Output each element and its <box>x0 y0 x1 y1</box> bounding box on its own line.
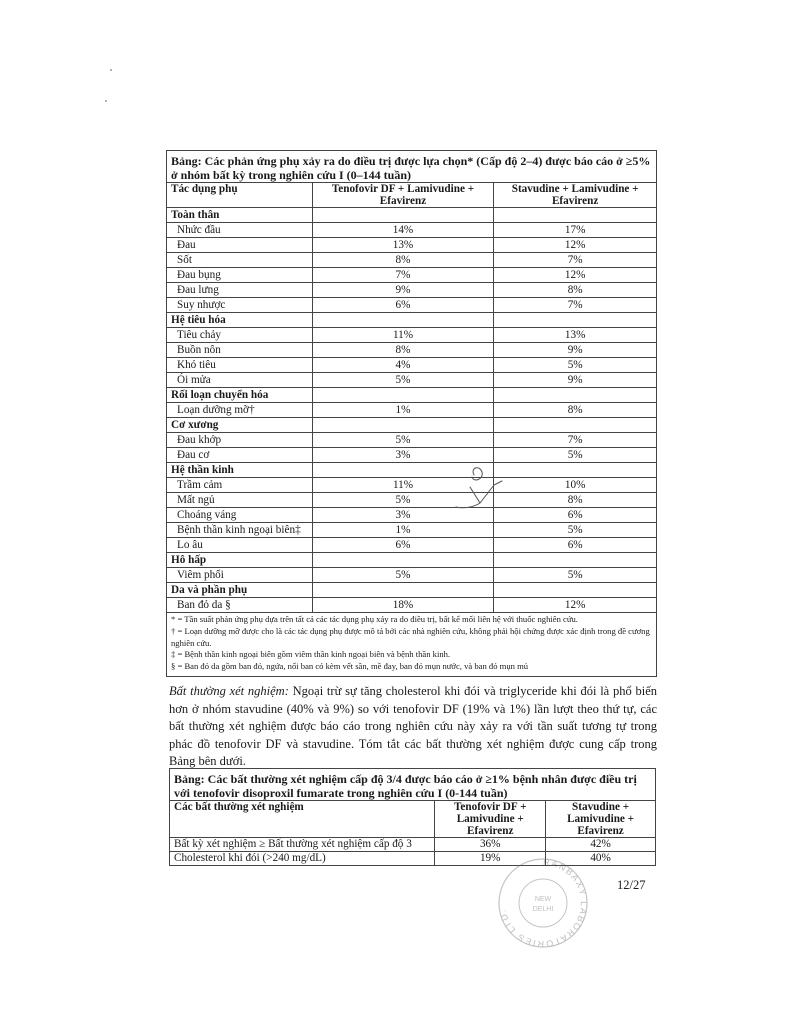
reaction-label: Ban đỏ da § <box>167 598 313 613</box>
table2-header-stavudine: Stavudine + Lamivudine + Efavirenz <box>546 801 656 838</box>
paragraph-body: Ngoại trừ sự tăng cholesterol khi đói và triglyceride khi đói là phổ biến hơn ở nhóm stavudine (40% và 9%) so với tenofovir DF (19% và 1%) lần lượt theo thứ tự, các bất thường xét nghiệm được báo cáo trong nghiên cứu này xảy ra với tần suất tương tự trong phác đồ tenofovir DF và stavudine. Tóm tắt các bất thường xét nghiệm được cung cấp trong Bảng bên dưới. <box>169 684 657 768</box>
empty-cell <box>312 208 494 223</box>
stavudine-value: 8% <box>494 283 657 298</box>
tenofovir-value: 8% <box>312 343 494 358</box>
tenofovir-value: 3% <box>312 448 494 463</box>
reaction-label: Loạn dưỡng mỡ† <box>167 403 313 418</box>
table2-header-abnormality: Các bất thường xét nghiệm <box>170 801 435 838</box>
table-row <box>167 328 657 343</box>
svg-text:RANBAXY LABORATORIES LTD. <box>497 857 589 949</box>
tenofovir-value: 11% <box>312 478 494 493</box>
empty-cell <box>494 583 657 598</box>
stavudine-value: 6% <box>494 508 657 523</box>
stavudine-value: 8% <box>494 403 657 418</box>
stavudine-value: 7% <box>494 433 657 448</box>
tenofovir-value: 5% <box>312 493 494 508</box>
table-row <box>167 268 657 283</box>
lab-abnormality-label: Bất kỳ xét nghiệm ≥ Bất thường xét nghiệm cấp độ 3 <box>170 838 435 852</box>
table-row <box>167 403 657 418</box>
tenofovir-value: 5% <box>312 433 494 448</box>
footnote: ‡ = Bệnh thần kinh ngoại biên gồm viêm thần kinh ngoại biên và bệnh thần kinh. <box>171 649 451 660</box>
section-row <box>167 553 657 568</box>
tenofovir-value: 6% <box>312 298 494 313</box>
tenofovir-value: 1% <box>312 523 494 538</box>
section-row <box>167 583 657 598</box>
table-row <box>170 838 656 852</box>
tenofovir-value: 18% <box>312 598 494 613</box>
reaction-label: Suy nhược <box>167 298 313 313</box>
stavudine-value: 42% <box>546 838 656 852</box>
stamp-outer-text: RANBAXY LABORATORIES LTD. <box>497 856 590 950</box>
tenofovir-value: 1% <box>312 403 494 418</box>
table1-header-stavudine: Stavudine + Lamivudine + Efavirenz <box>494 183 657 208</box>
paragraph-lead: Bất thường xét nghiệm: <box>169 684 289 698</box>
tenofovir-value: 7% <box>312 268 494 283</box>
stavudine-value: 12% <box>494 268 657 283</box>
footnote: † = Loạn dưỡng mỡ được cho là các tác dụng phụ được mô tả bởi các nhà nghiên cứu, không phải hội chứng được xác định trong đề cương nghiên cứu. <box>171 625 650 648</box>
empty-cell <box>312 388 494 403</box>
stavudine-value: 10% <box>494 478 657 493</box>
table-row <box>167 343 657 358</box>
table-row <box>167 238 657 253</box>
table-row <box>167 358 657 373</box>
tenofovir-value: 13% <box>312 238 494 253</box>
tenofovir-value: 19% <box>435 852 546 866</box>
reaction-label: Sốt <box>167 253 313 268</box>
reaction-label: Nhức đầu <box>167 223 313 238</box>
scan-speck <box>110 69 112 71</box>
stavudine-value: 17% <box>494 223 657 238</box>
section-row <box>167 463 657 478</box>
stavudine-value: 7% <box>494 253 657 268</box>
lab-abnormalities-table <box>169 768 656 866</box>
reaction-label: Đau bụng <box>167 268 313 283</box>
section-row <box>167 388 657 403</box>
stavudine-value: 5% <box>494 568 657 583</box>
stavudine-value: 6% <box>494 538 657 553</box>
reaction-label: Choáng váng <box>167 508 313 523</box>
table-row <box>167 538 657 553</box>
table-row <box>167 373 657 388</box>
stavudine-value: 12% <box>494 598 657 613</box>
table-row <box>167 253 657 268</box>
reaction-label: Trầm cảm <box>167 478 313 493</box>
tenofovir-value: 5% <box>312 568 494 583</box>
reaction-label: Đau cơ <box>167 448 313 463</box>
tenofovir-value: 6% <box>312 538 494 553</box>
stavudine-value: 13% <box>494 328 657 343</box>
reaction-label: Ói mửa <box>167 373 313 388</box>
table-row <box>167 523 657 538</box>
tenofovir-value: 8% <box>312 253 494 268</box>
footnotes-cell <box>167 613 657 677</box>
footnote: § = Ban đỏ da gồm ban đỏ, ngứa, nổi ban có kèm vết sần, mề đay, ban đỏ mụn nước, và ban đỏ mụn mủ <box>171 661 529 672</box>
reaction-label: Viêm phổi <box>167 568 313 583</box>
stavudine-value: 5% <box>494 448 657 463</box>
lab-abnormality-label: Cholesterol khi đói (>240 mg/dL) <box>170 852 435 866</box>
tenofovir-value: 36% <box>435 838 546 852</box>
reaction-label: Khó tiêu <box>167 358 313 373</box>
section-row <box>167 418 657 433</box>
table-row <box>167 478 657 493</box>
reaction-label: Lo âu <box>167 538 313 553</box>
section-title: Toàn thân <box>167 208 313 223</box>
empty-cell <box>312 553 494 568</box>
section-title: Rối loạn chuyển hóa <box>167 388 313 403</box>
table-row <box>167 448 657 463</box>
stamp-center-line2: DELHI <box>532 906 554 913</box>
footnotes-row <box>167 613 657 677</box>
table2-header-tenofovir: Tenofovir DF + Lamivudine + Efavirenz <box>435 801 546 838</box>
section-title: Hệ tiêu hóa <box>167 313 313 328</box>
stavudine-value: 9% <box>494 343 657 358</box>
stavudine-value: 9% <box>494 373 657 388</box>
tenofovir-value: 9% <box>312 283 494 298</box>
empty-cell <box>312 313 494 328</box>
empty-cell <box>494 418 657 433</box>
empty-cell <box>494 463 657 478</box>
section-title: Hệ thần kinh <box>167 463 313 478</box>
table1-caption: Bảng: Các phản ứng phụ xảy ra do điều trị được lựa chọn* (Cấp độ 2–4) được báo cáo ở ≥5% ở nhóm bất kỳ trong nghiên cứu I (0–144 tuần) <box>167 151 657 183</box>
empty-cell <box>312 418 494 433</box>
table-row <box>167 508 657 523</box>
section-row <box>167 313 657 328</box>
table-row <box>167 298 657 313</box>
handwritten-signature <box>450 463 510 518</box>
stavudine-value: 40% <box>546 852 656 866</box>
section-title: Da và phần phụ <box>167 583 313 598</box>
empty-cell <box>494 208 657 223</box>
stavudine-value: 5% <box>494 523 657 538</box>
stamp-center-line1: NEW <box>534 896 552 903</box>
section-title: Hô hấp <box>167 553 313 568</box>
tenofovir-value: 4% <box>312 358 494 373</box>
table-row <box>167 433 657 448</box>
section-title: Cơ xương <box>167 418 313 433</box>
table2-caption: Bảng: Các bất thường xét nghiệm cấp độ 3/4 được báo cáo ở ≥1% bệnh nhân được điều trị với tenofovir disoproxil fumarate trong nghiên cứu I (0-144 tuần) <box>170 769 656 801</box>
table1-header-tenofovir: Tenofovir DF + Lamivudine + Efavirenz <box>312 183 494 208</box>
reaction-label: Bệnh thần kinh ngoại biên‡ <box>167 523 313 538</box>
empty-cell <box>312 583 494 598</box>
table-row <box>167 598 657 613</box>
tenofovir-value: 11% <box>312 328 494 343</box>
footnote: * = Tần suất phản ứng phụ dựa trên tất cả các tác dụng phụ xảy ra do điều trị, bất kể mối liên hệ với thuốc nghiên cứu. <box>171 614 578 624</box>
adverse-reactions-table <box>166 150 657 677</box>
stavudine-value: 5% <box>494 358 657 373</box>
reaction-label: Đau lưng <box>167 283 313 298</box>
reaction-label: Mất ngủ <box>167 493 313 508</box>
section-row <box>167 208 657 223</box>
scan-speck <box>105 100 107 102</box>
stavudine-value: 12% <box>494 238 657 253</box>
tenofovir-value: 14% <box>312 223 494 238</box>
table-row <box>167 568 657 583</box>
stavudine-value: 7% <box>494 298 657 313</box>
reaction-label: Đau <box>167 238 313 253</box>
empty-cell <box>494 388 657 403</box>
reaction-label: Buồn nôn <box>167 343 313 358</box>
table1-header-reaction: Tác dụng phụ <box>167 183 313 208</box>
tenofovir-value: 5% <box>312 373 494 388</box>
empty-cell <box>494 313 657 328</box>
reaction-label: Đau khớp <box>167 433 313 448</box>
table-row <box>167 223 657 238</box>
table-row <box>167 493 657 508</box>
company-seal-stamp <box>495 855 591 951</box>
empty-cell <box>494 553 657 568</box>
lab-abnormalities-paragraph <box>169 683 657 771</box>
stavudine-value: 8% <box>494 493 657 508</box>
table-row <box>167 283 657 298</box>
page-number: 12/27 <box>617 878 646 892</box>
reaction-label: Tiêu chảy <box>167 328 313 343</box>
tenofovir-value: 3% <box>312 508 494 523</box>
